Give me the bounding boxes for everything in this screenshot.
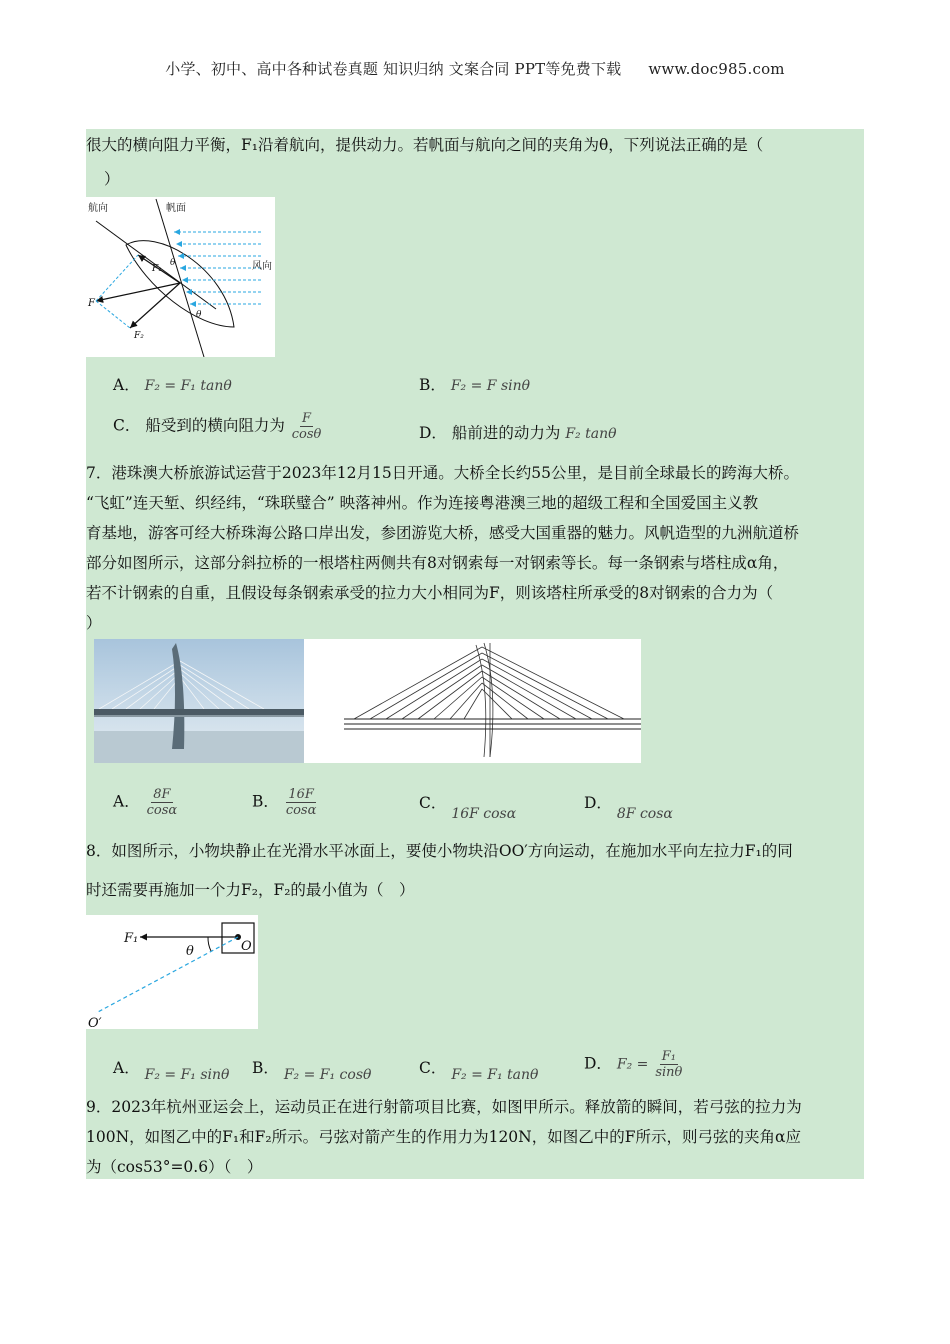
header-text: 小学、初中、高中各种试卷真题 知识归纳 文案合同 PPT等免费下载: [165, 60, 622, 78]
wind-arrows: [174, 232, 261, 304]
q8-option-a-expr: F₂ = F₁ sinθ: [144, 1067, 230, 1083]
label-course: 航向: [88, 203, 108, 214]
force-F: [96, 283, 180, 301]
label-F1: F₁: [152, 264, 162, 274]
q7-stem-line6: ）: [86, 614, 102, 632]
q6-option-c-fraction: $\frac{F}{\cos\theta}$: [291, 411, 322, 442]
q8-option-b[interactable]: B． F₂ = F₁ cosθ: [252, 1059, 372, 1083]
label-wind: 风向: [252, 261, 272, 272]
q8-block-figure: [86, 915, 258, 1029]
question-panel: [86, 129, 864, 1179]
label-theta-2: θ: [196, 310, 202, 320]
label-theta-q8: θ: [186, 944, 194, 959]
q6-option-b-expr: F₂ = F sinθ: [450, 378, 531, 394]
header-url[interactable]: www.doc985.com: [648, 60, 785, 78]
q9-stem-line2: 100N，如图乙中的F₁和F₂所示。弓弦对箭产生的作用力为120N，如图乙中的F所示，则弓弦的夹角α应: [86, 1128, 801, 1146]
force-F2: [130, 283, 180, 328]
q6-stem-line2: ）: [104, 170, 120, 188]
q6-option-d-expr: F₂ tanθ: [565, 426, 617, 442]
q8-stem-line2: 时还需要再施加一个力F₂，F₂的最小值为（ ）: [86, 881, 415, 899]
bridge-diagram: [304, 639, 641, 763]
q6-option-c[interactable]: C． 船受到的横向阻力为 $\frac{F}{\cos\theta}$: [113, 411, 322, 442]
q7-option-b-fraction: $\frac{16F}{\cos\alpha}$: [285, 787, 317, 818]
q7-option-a[interactable]: A． $\frac{8F}{\cos\alpha}$: [113, 787, 178, 818]
q6-option-c-text: 船受到的横向阻力为: [145, 416, 285, 435]
sail-force-diagram: [86, 197, 275, 357]
q6-option-d[interactable]: D． 船前进的动力为 F₂ tanθ: [419, 424, 617, 442]
q7-stem-line3: 育基地，游客可经大桥珠海公路口岸出发，参团游览大桥，感受大国重器的魅力。风帆造型的九洲航道桥: [86, 524, 800, 542]
q9-stem-line3: 为（cos53°=0.6）（ ）: [86, 1158, 263, 1176]
label-F2: F₂: [134, 331, 144, 341]
label-O: O: [241, 939, 252, 954]
q7-option-d[interactable]: D． 8F cosα: [584, 794, 673, 822]
line-OO-prime: [96, 937, 238, 1013]
q7-stem-line1: 7．港珠澳大桥旅游试运营于2023年12月15日开通。大桥全长约55公里，是目前全球最长的跨海大桥。: [86, 464, 799, 482]
label-sail: 帆面: [166, 203, 186, 214]
q7-stem-line2: “飞虹”连天堑、织经纬，“珠联璧合” 映落神州。作为连接粤港澳三地的超级工程和全国爱国主义教: [86, 494, 759, 512]
q6-option-a[interactable]: A． F₂ = F₁ tanθ: [113, 376, 232, 394]
bridge-photo: [94, 639, 304, 763]
q8-option-c[interactable]: C． F₂ = F₁ tanθ: [419, 1059, 539, 1083]
label-theta-1: θ: [170, 258, 176, 268]
q7-option-c-expr: 16F cosα: [451, 806, 517, 822]
q7-option-b[interactable]: B． $\frac{16F}{\cos\alpha}$: [252, 787, 317, 818]
q6-stem-line1: 很大的横向阻力平衡，F₁沿着航向，提供动力。若帆面与航向之间的夹角为θ，下列说法正确的是（: [86, 136, 764, 154]
q8-option-d-fraction: $\frac{\text{F₁}}{\sin\theta}$: [655, 1049, 683, 1080]
q7-stem-line4: 部分如图所示，这部分斜拉桥的一根塔柱两侧共有8对钢索每一对钢索等长。每一条钢索与塔柱成α角，: [86, 554, 789, 572]
label-F1-q8: F₁: [124, 931, 139, 946]
label-F: F: [88, 298, 95, 309]
q6-sail-figure: [86, 197, 275, 357]
label-O-prime: O′: [88, 1016, 102, 1029]
q7-option-d-expr: 8F cosα: [616, 806, 673, 822]
q9-stem-line1: 9．2023年杭州亚运会上，运动员正在进行射箭项目比赛，如图甲所示。释放箭的瞬间，若弓弦的拉力为: [86, 1098, 802, 1116]
boat-hull: [126, 241, 234, 327]
page-header: [0, 58, 950, 79]
q6-option-a-expr: F₂ = F₁ tanθ: [144, 378, 232, 394]
q7-stem-line5: 若不计钢索的自重，且假设每条钢索承受的拉力大小相同为F，则该塔柱所承受的8对钢索的合力为（: [86, 584, 774, 602]
q6-option-b[interactable]: B． F₂ = F sinθ: [419, 376, 531, 394]
sail-line: [156, 199, 204, 357]
q8-option-b-expr: F₂ = F₁ cosθ: [283, 1067, 372, 1083]
q8-option-c-expr: F₂ = F₁ tanθ: [451, 1067, 539, 1083]
q6-option-d-text: 船前进的动力为: [451, 424, 561, 442]
q7-option-a-fraction: $\frac{8F}{\cos\alpha}$: [146, 787, 178, 818]
q8-option-d[interactable]: D． F₂ = $\frac{\text{F₁}}{\sin\theta}$: [584, 1049, 683, 1080]
q7-option-c[interactable]: C． 16F cosα: [419, 794, 517, 822]
q8-option-a[interactable]: A． F₂ = F₁ sinθ: [113, 1059, 230, 1083]
q8-stem-line1: 8．如图所示，小物块静止在光滑水平冰面上，要使小物块沿OO′方向运动，在施加水平向左拉力F₁的同: [86, 842, 793, 860]
